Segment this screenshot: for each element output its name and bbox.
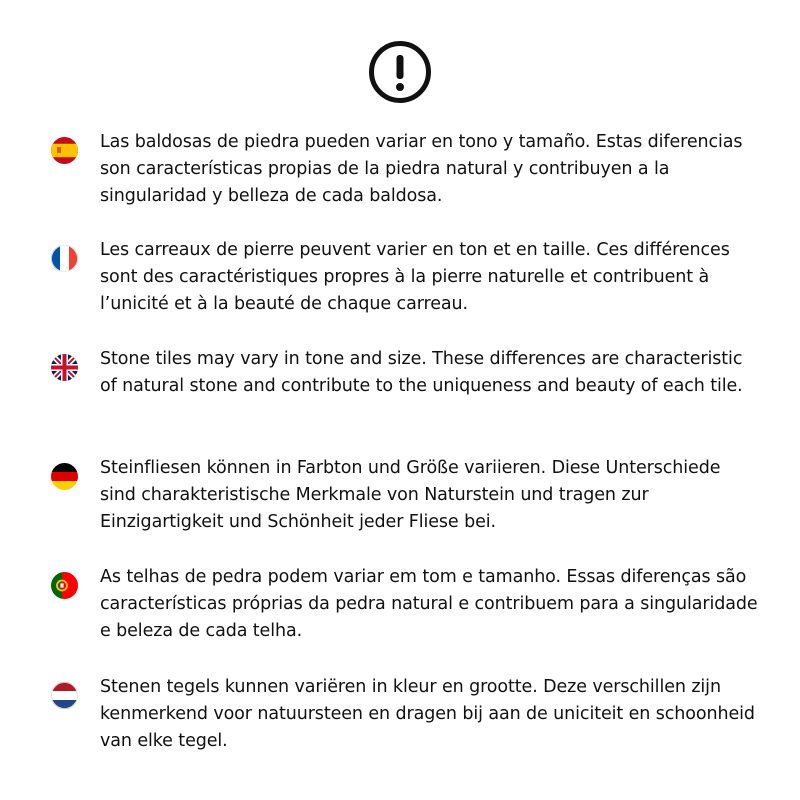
notice-de	[0, 458, 800, 553]
notice-text-pt: As telhas de pedra podem variar em tom e tamanho. Essas diferenças são características próprias da pedra natural e contribuem para a singularidade e beleza de cada telha.	[100, 567, 758, 641]
exclamation-circle-icon	[368, 40, 432, 104]
notice-fr	[0, 240, 800, 335]
germany-flag-icon	[51, 463, 78, 490]
portugal-flag-icon	[51, 572, 78, 599]
netherlands-flag-icon	[51, 682, 78, 709]
notice-pt	[0, 567, 800, 662]
uk-flag-icon	[51, 354, 78, 381]
notice-text-fr: Les carreaux de pierre peuvent varier en ton et en taille. Ces différences sont des caractéristiques propres à la pierre naturelle et contribuent à l’unicité et à la beauté de chaque carreau.	[100, 240, 730, 314]
notice-text-en: Stone tiles may vary in tone and size. These differences are characteristic of natural stone and contribute to the uniqueness and beauty of each tile.	[100, 349, 743, 396]
notice-text-de: Steinfliesen können in Farbton und Größe variieren. Diese Unterschiede sind charakteristische Merkmale von Naturstein und tragen zur Einzigartigkeit und Schönheit jeder Fliese bei.	[100, 458, 721, 532]
france-flag-icon	[51, 245, 78, 272]
spain-flag-icon	[51, 137, 78, 164]
notice-en	[0, 349, 800, 444]
notice-nl	[0, 677, 800, 772]
notice-text-es: Las baldosas de piedra pueden variar en tono y tamaño. Estas diferencias son características propias de la piedra natural y contribuyen a la singularidad y belleza de cada baldosa.	[100, 132, 743, 206]
notice-es	[0, 132, 800, 227]
notice-text-nl: Stenen tegels kunnen variëren in kleur en grootte. Deze verschillen zijn kenmerkend voor natuursteen en dragen bij aan de uniciteit en schoonheid van elke tegel.	[100, 677, 755, 751]
